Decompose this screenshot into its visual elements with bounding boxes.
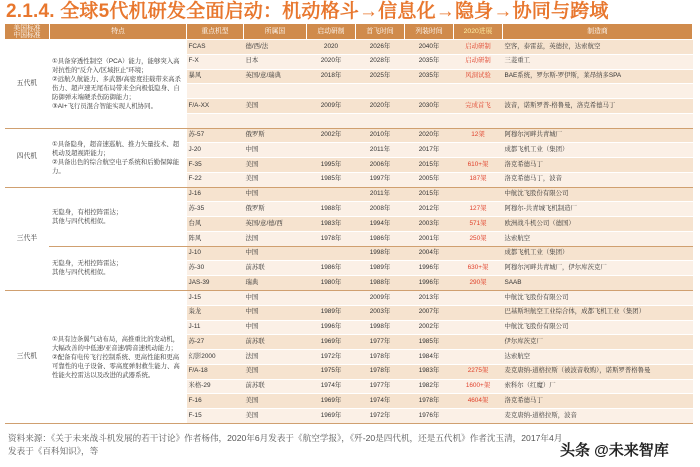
cell-service: 1996年 xyxy=(405,276,454,291)
cell-maker: 麦克唐纳-道格拉斯，波音 xyxy=(503,409,693,424)
cell-start: 1969年 xyxy=(307,335,356,350)
cell-progress: 290架 xyxy=(454,276,503,291)
cell-country: 美国 xyxy=(244,172,307,187)
cell-model: F/A-18 xyxy=(187,364,244,379)
cell-service: 2005年 xyxy=(405,172,454,187)
cell-progress xyxy=(454,143,503,158)
cell-first-flight: 1977年 xyxy=(356,379,405,394)
cell-progress xyxy=(454,335,503,350)
cell-service xyxy=(405,84,454,99)
cell-service: 2017年 xyxy=(405,143,454,158)
cell-first-flight xyxy=(356,84,405,99)
cell-first-flight: 2010年 xyxy=(356,128,405,143)
cell-start: 1995年 xyxy=(307,158,356,173)
cell-service: 2004年 xyxy=(405,246,454,261)
generation-label: 三代半 xyxy=(5,187,50,290)
cell-maker: 阿穆尔河畔共青城厂，伊尔库茨克厂 xyxy=(503,261,693,276)
cell-service: 2002年 xyxy=(405,320,454,335)
cell-first-flight: 2020年 xyxy=(356,99,405,114)
cell-progress xyxy=(454,305,503,320)
cell-progress: 完成首飞 xyxy=(454,99,503,114)
cell-maker xyxy=(503,84,693,99)
watermark xyxy=(560,438,696,464)
cell-progress: 1600+架 xyxy=(454,379,503,394)
cell-service: 2001年 xyxy=(405,231,454,246)
cell-start: 2002年 xyxy=(307,128,356,143)
cell-model: 台风 xyxy=(187,217,244,232)
cell-start: 1969年 xyxy=(307,409,356,424)
cell-service: 2040年 xyxy=(405,40,454,55)
cell-service: 1996年 xyxy=(405,261,454,276)
cell-service: 1978年 xyxy=(405,394,454,409)
cell-service: 1976年 xyxy=(405,409,454,424)
cell-start: 1974年 xyxy=(307,379,356,394)
cell-country xyxy=(244,84,307,99)
cell-first-flight: 1978年 xyxy=(356,350,405,365)
cell-country xyxy=(244,113,307,128)
cell-model: FCAS xyxy=(187,40,244,55)
cell-maker: 洛克希德马丁 xyxy=(503,394,693,409)
cell-model xyxy=(187,113,244,128)
cell-progress: 571架 xyxy=(454,217,503,232)
cell-progress: 630+架 xyxy=(454,261,503,276)
cell-country: 前苏联 xyxy=(244,379,307,394)
cell-country: 美国 xyxy=(244,364,307,379)
cell-model: 苏-35 xyxy=(187,202,244,217)
cell-progress: 启动研制 xyxy=(454,40,503,55)
col-start: 启动研制 xyxy=(307,24,356,40)
table-header-row xyxy=(5,24,693,40)
cell-first-flight: 2011年 xyxy=(356,187,405,202)
cell-first-flight: 2025年 xyxy=(356,69,405,84)
cell-country: 俄罗斯 xyxy=(244,128,307,143)
cell-model: J-16 xyxy=(187,187,244,202)
cell-maker: BAE系统，罗尔斯-罗伊斯，莱昂纳多SPA xyxy=(503,69,693,84)
cell-service: 1985年 xyxy=(405,335,454,350)
cell-first-flight: 1977年 xyxy=(356,335,405,350)
fighter-generations-table xyxy=(5,24,693,424)
cell-maker: 波音，诺斯罗普-格鲁曼，洛克希德马丁 xyxy=(503,99,693,114)
cell-start: 1978年 xyxy=(307,231,356,246)
cell-model: 阵风 xyxy=(187,231,244,246)
cell-country: 前苏联 xyxy=(244,335,307,350)
cell-service: 1983年 xyxy=(405,364,454,379)
cell-service: 2020年 xyxy=(405,128,454,143)
cell-country: 中国 xyxy=(244,246,307,261)
cell-progress: 4604架 xyxy=(454,394,503,409)
cell-country: 前苏联 xyxy=(244,261,307,276)
cell-country: 日本 xyxy=(244,54,307,69)
table-row xyxy=(5,291,693,306)
cell-service: 2035年 xyxy=(405,54,454,69)
cell-country: 美国 xyxy=(244,99,307,114)
cell-service: 2015年 xyxy=(405,158,454,173)
cell-model: F-16 xyxy=(187,394,244,409)
cell-maker: SAAB xyxy=(503,276,693,291)
cell-first-flight: 1998年 xyxy=(356,246,405,261)
watermark-text: 头条 @未来智库 xyxy=(560,442,669,459)
cell-model: 苏-27 xyxy=(187,335,244,350)
cell-country: 俄罗斯 xyxy=(244,202,307,217)
cell-start: 1983年 xyxy=(307,217,356,232)
cell-progress: 2275架 xyxy=(454,364,503,379)
cell-progress: 127架 xyxy=(454,202,503,217)
cell-model: F-15 xyxy=(187,409,244,424)
cell-model xyxy=(187,84,244,99)
cell-first-flight: 1972年 xyxy=(356,409,405,424)
cell-model: F-35 xyxy=(187,158,244,173)
cell-country: 法国 xyxy=(244,350,307,365)
cell-country: 中国 xyxy=(244,187,307,202)
col-maker: 制造商 xyxy=(503,24,693,40)
col-model: 重点机型 xyxy=(187,24,244,40)
cell-maker: 索科尔（红魔）厂 xyxy=(503,379,693,394)
features-cell: ①具备隐身，超音速巡航、推力矢量技术、超机动及超视距能力； ②具备出色的综合航空电子系统和后勤保障能力。 xyxy=(50,128,187,187)
cell-maker: 三菱重工 xyxy=(503,54,693,69)
cell-maker: 巴基斯坦航空工业综合体，成都飞机工业（集团） xyxy=(503,305,693,320)
cell-progress xyxy=(454,246,503,261)
cell-start: 1980年 xyxy=(307,276,356,291)
cell-country: 美国 xyxy=(244,409,307,424)
cell-progress xyxy=(454,84,503,99)
features-cell: 无隐身，有相控阵雷达； 其他与四代机相似。 xyxy=(50,187,187,246)
features-cell: 无隐身，无相控阵雷达； 其他与四代机相似。 xyxy=(50,246,187,290)
cell-start xyxy=(307,84,356,99)
cell-start: 1985年 xyxy=(307,172,356,187)
cell-start: 1972年 xyxy=(307,350,356,365)
col-standard: 美国标准 中国标准 xyxy=(5,24,50,40)
table-row xyxy=(5,187,693,202)
col-first-flight: 首飞时间 xyxy=(356,24,405,40)
cell-start: 2020年 xyxy=(307,54,356,69)
cell-first-flight: 2003年 xyxy=(356,305,405,320)
cell-first-flight xyxy=(356,113,405,128)
cell-progress: 12架 xyxy=(454,128,503,143)
cell-first-flight: 2009年 xyxy=(356,291,405,306)
cell-service: 2015年 xyxy=(405,187,454,202)
cell-progress xyxy=(454,113,503,128)
cell-model: J-20 xyxy=(187,143,244,158)
cell-first-flight: 1997年 xyxy=(356,172,405,187)
col-service: 列装时间 xyxy=(405,24,454,40)
cell-start: 1969年 xyxy=(307,394,356,409)
cell-progress xyxy=(454,409,503,424)
generation-label: 三代机 xyxy=(5,291,50,424)
cell-first-flight: 1988年 xyxy=(356,276,405,291)
table-row xyxy=(5,246,693,261)
cell-country: 中国 xyxy=(244,305,307,320)
cell-start xyxy=(307,246,356,261)
cell-service: 2035年 xyxy=(405,69,454,84)
cell-first-flight: 1978年 xyxy=(356,364,405,379)
table-row xyxy=(5,128,693,143)
cell-first-flight: 1974年 xyxy=(356,394,405,409)
cell-progress: 187架 xyxy=(454,172,503,187)
cell-start xyxy=(307,143,356,158)
cell-service: 2013年 xyxy=(405,291,454,306)
cell-first-flight: 2011年 xyxy=(356,143,405,158)
cell-maker: 成都飞机工业（集团） xyxy=(503,143,693,158)
cell-model: J-10 xyxy=(187,246,244,261)
cell-start: 1975年 xyxy=(307,364,356,379)
cell-first-flight: 1994年 xyxy=(356,217,405,232)
cell-progress: 风洞试验 xyxy=(454,69,503,84)
cell-country: 德/西/法 xyxy=(244,40,307,55)
cell-service: 1984年 xyxy=(405,350,454,365)
cell-maker: 欧洲战斗机公司（德国） xyxy=(503,217,693,232)
cell-service: 2030年 xyxy=(405,99,454,114)
source-note: 资料来源：《关于未来战斗机发展的若干讨论》作者杨伟，2020年6月发表于《航空学报》，《歼-20是四代机，还是五代机》作者沈玉清，2017年4月发表于《百科知识》，等 xyxy=(8,433,563,456)
cell-country: 英国/意/德/西 xyxy=(244,217,307,232)
cell-maker: 伊尔库茨克厂 xyxy=(503,335,693,350)
cell-progress xyxy=(454,291,503,306)
generation-label: 五代机 xyxy=(5,40,50,129)
cell-model: F/A-XX xyxy=(187,99,244,114)
page-title: 2.1.4. 全球5代机研发全面启动：机动格斗→信息化→隐身→协同与跨域 xyxy=(6,1,609,22)
cell-country: 瑞典 xyxy=(244,276,307,291)
cell-first-flight: 1989年 xyxy=(356,261,405,276)
cell-model: 苏-30 xyxy=(187,261,244,276)
generation-label: 四代机 xyxy=(5,128,50,187)
cell-model: 幻影2000 xyxy=(187,350,244,365)
cell-country: 中国 xyxy=(244,291,307,306)
cell-country: 中国 xyxy=(244,320,307,335)
cell-country: 美国 xyxy=(244,158,307,173)
cell-maker: 洛克希德马丁 xyxy=(503,158,693,173)
cell-maker: 达索航空 xyxy=(503,231,693,246)
cell-start xyxy=(307,113,356,128)
cell-maker: 空客，泰雷兹，英德拉，达索航空 xyxy=(503,40,693,55)
cell-model: J-15 xyxy=(187,291,244,306)
col-country: 所属国 xyxy=(244,24,307,40)
cell-progress: 250架 xyxy=(454,231,503,246)
cell-start: 1989年 xyxy=(307,305,356,320)
cell-maker: 麦克唐纳-道格拉斯（被波音收购），诺斯罗普格鲁曼 xyxy=(503,364,693,379)
cell-first-flight: 2026年 xyxy=(356,40,405,55)
cell-progress: 610+架 xyxy=(454,158,503,173)
cell-maker xyxy=(503,113,693,128)
cell-model: 暴风 xyxy=(187,69,244,84)
cell-service: 2007年 xyxy=(405,305,454,320)
cell-service xyxy=(405,113,454,128)
cell-maker: 阿穆尔河畔共青城厂 xyxy=(503,128,693,143)
cell-country: 美国 xyxy=(244,394,307,409)
cell-model: F-22 xyxy=(187,172,244,187)
cell-model: 苏-57 xyxy=(187,128,244,143)
cell-country: 英国/意/瑞典 xyxy=(244,69,307,84)
cell-country: 法国 xyxy=(244,231,307,246)
cell-start xyxy=(307,291,356,306)
cell-first-flight: 2006年 xyxy=(356,158,405,173)
cell-progress xyxy=(454,350,503,365)
cell-start xyxy=(307,187,356,202)
table-row xyxy=(5,40,693,55)
cell-first-flight: 2028年 xyxy=(356,54,405,69)
cell-service: 2012年 xyxy=(405,202,454,217)
cell-country: 中国 xyxy=(244,143,307,158)
features-cell: ①具有边条翼气动布局，高推重比的发动机，大幅改善的中低速/亚音速/跨音速机动能力； ②配备有电传飞行控制系统、更高性能和更高可靠性的电子设备、零高度弹射救生能力、高性能火控雷达以及改进的武器系统。 xyxy=(50,291,187,424)
cell-progress: 启动研制 xyxy=(454,54,503,69)
cell-start: 1988年 xyxy=(307,202,356,217)
cell-model: 米格-29 xyxy=(187,379,244,394)
cell-progress xyxy=(454,320,503,335)
cell-maker: 中航沈飞股份有限公司 xyxy=(503,187,693,202)
cell-progress xyxy=(454,187,503,202)
cell-start: 2020 xyxy=(307,40,356,55)
cell-maker: 达索航空 xyxy=(503,350,693,365)
cell-model: 枭龙 xyxy=(187,305,244,320)
cell-first-flight: 1986年 xyxy=(356,231,405,246)
cell-start: 1996年 xyxy=(307,320,356,335)
col-features: 特点 xyxy=(50,24,187,40)
features-cell: ①具备穿透性制空（PCA）能力，能够突入高对抗性的“反介入/区域拒止”环境； ②远航久航能力、多武器/高密度挂载带来高杀伤力、超声速无尾布局带来全向极低隐身、自防御弹末端硬杀伤防御能力； ③AI+飞行员混合智能实现人机协同。 xyxy=(50,40,187,129)
cell-maker: 成都飞机工业（集团） xyxy=(503,246,693,261)
col-progress: 2020进展 xyxy=(454,24,503,40)
cell-model: JAS-39 xyxy=(187,276,244,291)
cell-service: 1982年 xyxy=(405,379,454,394)
cell-service: 2003年 xyxy=(405,217,454,232)
cell-start: 1986年 xyxy=(307,261,356,276)
cell-model: F-X xyxy=(187,54,244,69)
cell-maker: 中航沈飞股份有限公司 xyxy=(503,291,693,306)
cell-model: J-11 xyxy=(187,320,244,335)
cell-first-flight: 2008年 xyxy=(356,202,405,217)
cell-first-flight: 1998年 xyxy=(356,320,405,335)
cell-maker: 阿穆尔-共青城飞机制造厂 xyxy=(503,202,693,217)
cell-maker: 中航沈飞股份有限公司 xyxy=(503,320,693,335)
cell-start: 2009年 xyxy=(307,99,356,114)
cell-start: 2018年 xyxy=(307,69,356,84)
cell-maker: 洛克希德马丁，波音 xyxy=(503,172,693,187)
